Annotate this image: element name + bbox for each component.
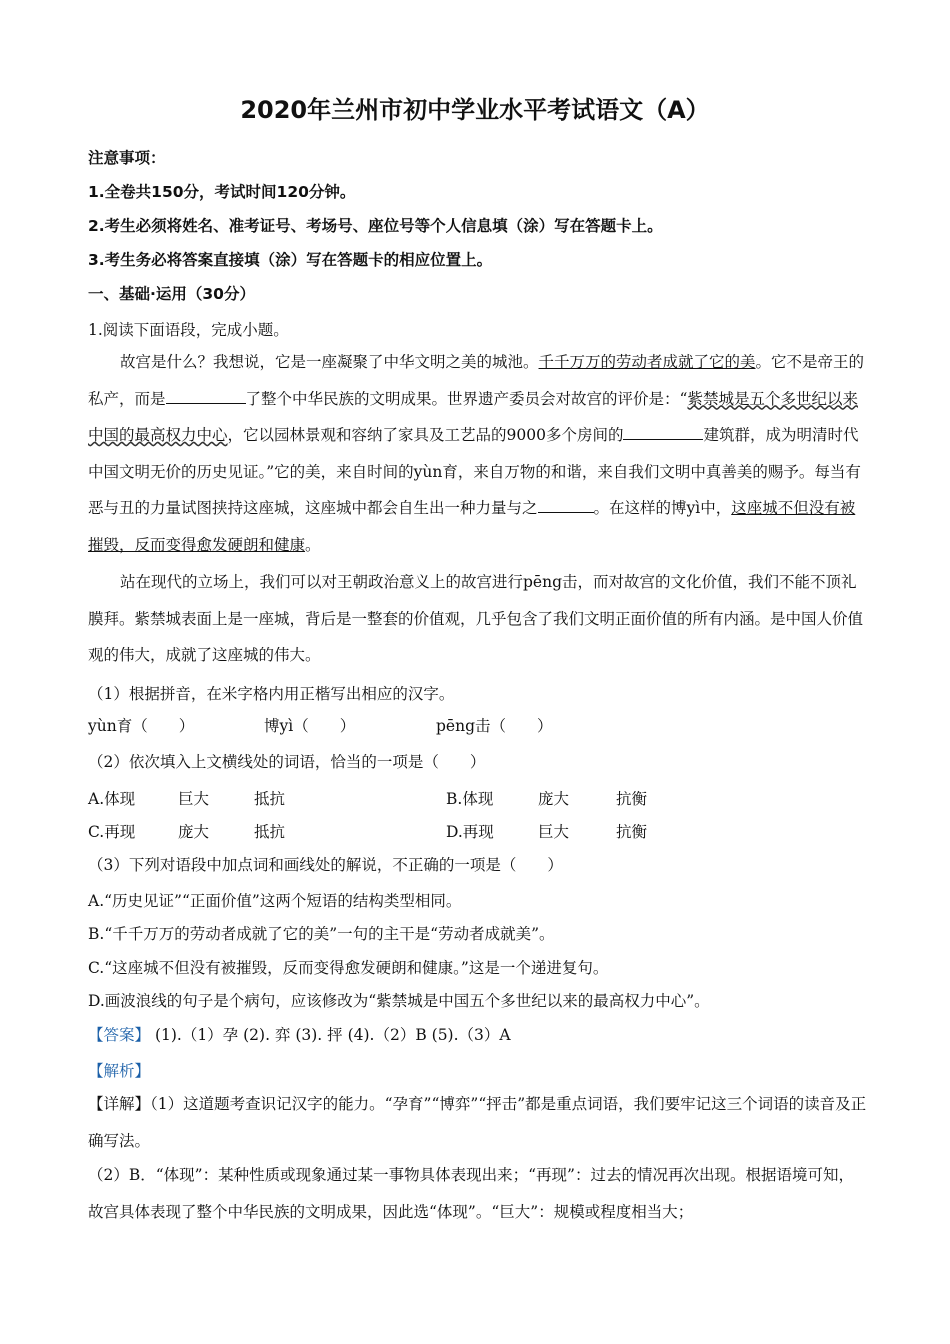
- note-item-2: 2.考生必须将姓名、准考证号、考场号、座位号等个人信息填（涂）写在答题卡上。: [88, 217, 663, 235]
- option-d: D.画波浪线的句子是个病句，应该修改为“紫禁城是中国五个多世纪以来的最高权力中心”。: [88, 992, 710, 1010]
- passage-paragraph-1: [88, 344, 868, 563]
- pinyin-item: pēng击（ ）: [436, 717, 553, 735]
- page-title: 2020年兰州市初中学业水平考试语文（A）: [240, 96, 710, 124]
- passage-text: 。它不是帝王的私产，而是: [88, 353, 865, 408]
- option-c: C.“这座城不但没有被摧毁，反而变得愈发硬朗和健康。”这是一个递进复句。: [88, 959, 609, 977]
- underlined-sentence: 这座城不但没有被摧毁，反而变得愈发硬朗和健康: [88, 499, 856, 554]
- section-heading: 一、基础·运用（30分）: [88, 285, 255, 303]
- underlined-sentence: 千千万万的劳动者成就了它的美: [538, 353, 756, 371]
- pinyin-item: 博yì（ ）: [264, 717, 356, 735]
- subquestion-1: （1）根据拼音，在米字格内用正楷写出相应的汉字。: [88, 685, 455, 703]
- pinyin-item: yùn育（ ）: [88, 717, 195, 735]
- detail-text: （1）这道题考查识记汉字的能力。“孕育”“博弈”“抨击”都是重点词语，我们要牢记这三个词语的读音及正确写法。: [88, 1095, 867, 1150]
- notes-heading: 注意事项：: [88, 149, 166, 167]
- option-d-word: 抗衡: [616, 823, 648, 841]
- fill-blank: [623, 425, 703, 440]
- subquestion-3: （3）下列对语段中加点词和画线处的解说，不正确的一项是（ ）: [88, 856, 563, 874]
- option-c-word: C.再现: [88, 823, 136, 841]
- option-a-word: A.体现: [88, 790, 136, 808]
- question-prompt: 1.阅读下面语段，完成小题。: [88, 321, 289, 339]
- passage-text: 故宫是什么？我想说，它是一座凝聚了中华文明之美的城池。: [120, 353, 539, 371]
- option-a-word: 抵抗: [254, 790, 286, 808]
- fill-blank: [538, 498, 594, 513]
- passage-text: 。在这样的博yì中，: [593, 499, 732, 517]
- option-b-word: 庞大: [538, 790, 570, 808]
- note-item-3: 3.考生务必将答案直接填（涂）写在答题卡的相应位置上。: [88, 251, 493, 269]
- option-c-word: 抵抗: [254, 823, 286, 841]
- passage-text: ，它以园林景观和容纳了家具及工艺品的9000多个房间的: [227, 426, 624, 444]
- wavy-underlined-sentence: 紫禁城是五个多世纪以来中国的最高权力中心: [88, 389, 858, 444]
- option-row: [88, 787, 647, 809]
- answer-tag: 【答案】: [88, 1026, 151, 1044]
- passage-paragraph-2: 站在现代的立场上，我们可以对王朝政治意义上的故宫进行pēng击，而对故宫的文化价值，我们不能不顶礼膜拜。紫禁城表面上是一座城，背后是一整套的价值观，几乎包含了我们文明正面价值的所有内涵。是中国人价值观的伟大，成就了这座城的伟大。: [88, 573, 864, 664]
- note-item-1: 1.全卷共150分，考试时间120分钟。: [88, 183, 356, 201]
- option-a-word: 巨大: [178, 790, 210, 808]
- option-d-word: 巨大: [538, 823, 570, 841]
- option-b: B.“千千万万的劳动者成就了它的美”一句的主干是“劳动者成就美”。: [88, 925, 555, 943]
- analysis-detail-1: [88, 1086, 868, 1159]
- answer-text: (1).（1）孕 (2). 弈 (3). 抨 (4).（2）B (5).（3）A: [150, 1026, 511, 1044]
- passage-text: 了整个中华民族的文明成果。世界遗产委员会对故宫的评价是：“: [245, 389, 688, 408]
- answer-line: [88, 1023, 511, 1045]
- option-b-word: 抗衡: [616, 790, 648, 808]
- analysis-tag: 【解析】: [88, 1062, 151, 1080]
- passage-text: 。: [305, 535, 321, 554]
- option-row: [88, 820, 647, 842]
- analysis-detail-2: （2）B．“体现”：某种性质或现象通过某一事物具体表现出来；“再现”：过去的情况再次出现。根据语境可知，故宫具体表现了整个中华民族的文明成果，因此选“体现”。“巨大”：规模或程度相当大；: [88, 1166, 854, 1221]
- subquestion-2: （2）依次填入上文横线处的词语，恰当的一项是（ ）: [88, 753, 486, 771]
- passage-text: 建筑群，成为明清时代中国文明无价的历史见证。”它的美，来自时间的yùn育，来自万物的和谐，来自我们文明中真善美的赐予。每当有恶与丑的力量试图挟持这座城，这座城中都会自生出一种力量与之: [88, 426, 861, 517]
- pinyin-row: [88, 714, 553, 736]
- option-b-word: B.体现: [446, 790, 494, 808]
- option-d-word: D.再现: [446, 823, 494, 841]
- fill-blank: [166, 389, 246, 404]
- option-a: A.“历史见证”“正面价值”这两个短语的结构类型相同。: [88, 892, 462, 910]
- option-c-word: 庞大: [178, 823, 210, 841]
- detail-tag: 【详解】: [88, 1095, 151, 1113]
